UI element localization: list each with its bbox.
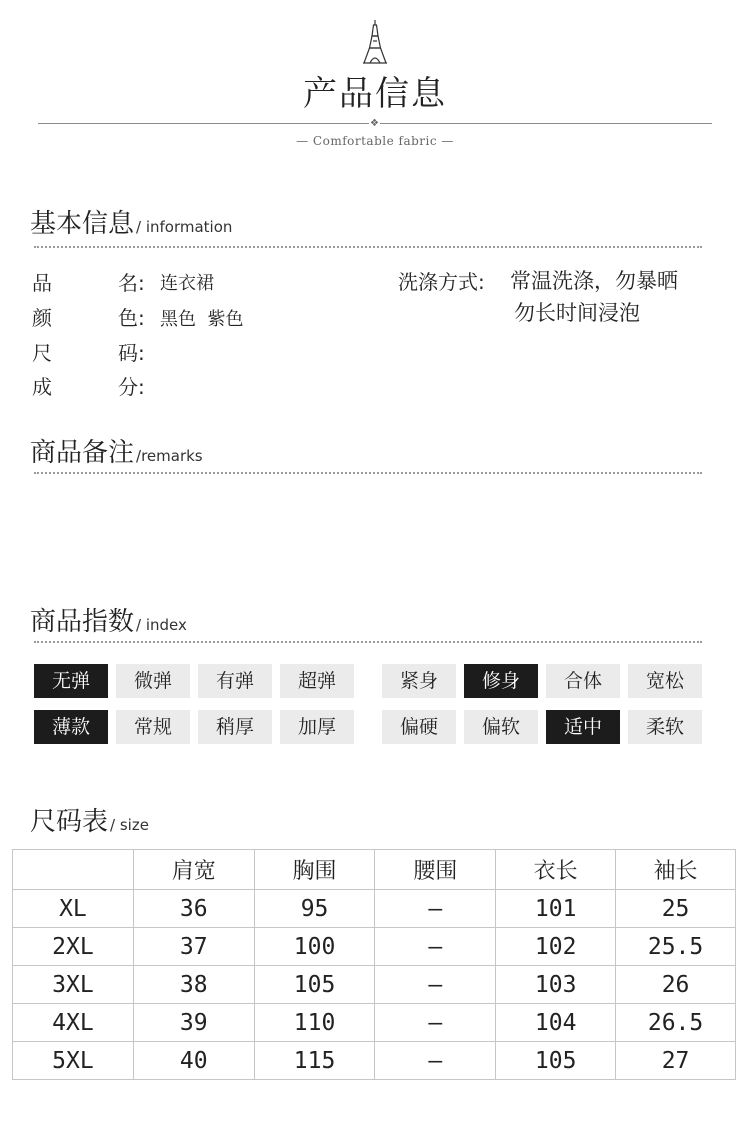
table-cell: 104 [496,1004,616,1042]
label-material-b: 分: [118,375,145,399]
value-color: 黑色 紫色 [160,309,244,330]
size-label-cell: 5XL [13,1042,134,1080]
dash-right: — [437,134,454,148]
table-cell: 40 [133,1042,254,1080]
value-name: 连衣裙 [160,273,214,294]
index-option: 偏软 [464,710,538,744]
dotted-divider [34,472,702,474]
section-subtitle: / information [136,218,233,236]
section-subtitle: / index [136,616,187,634]
index-option: 常规 [116,710,190,744]
table-cell: 26 [616,966,736,1004]
header-cell: 袖长 [616,850,736,890]
table-cell: – [375,1004,496,1042]
table-cell: 37 [133,928,254,966]
table-cell: 100 [254,928,375,966]
dash-left: — [296,134,313,148]
label-color-a: 颜 [32,306,52,330]
index-option: 宽松 [628,664,702,698]
table-row [13,966,736,1004]
table-cell: – [375,890,496,928]
eiffel-tower-icon [362,20,388,64]
section-title: 商品备注 [30,438,135,468]
section-index [30,601,187,638]
size-label-cell: 2XL [13,928,134,966]
index-option: 有弹 [198,664,272,698]
table-row [13,1042,736,1080]
index-option: 合体 [546,664,620,698]
table-cell: 26.5 [616,1004,736,1042]
index-option: 薄款 [34,710,108,744]
section-remarks [30,432,203,469]
subtitle-text: Comfortable fabric [312,134,438,148]
header-cell [13,850,134,890]
dotted-divider [34,246,702,248]
section-subtitle: /remarks [136,447,203,465]
table-cell: – [375,966,496,1004]
label-material-a: 成 [32,375,52,399]
size-label-cell: XL [13,890,134,928]
index-option: 微弹 [116,664,190,698]
label-name-a: 品 [32,271,52,295]
section-title: 商品指数 [30,607,135,637]
page-title: 产品信息 [303,74,447,114]
size-table [12,849,736,1080]
table-cell: 105 [254,966,375,1004]
table-cell: 102 [496,928,616,966]
label-size-a: 尺 [32,341,52,365]
index-option: 偏硬 [382,710,456,744]
index-option: 修身 [464,664,538,698]
label-name-b: 名: [118,271,145,295]
table-cell: 25 [616,890,736,928]
table-cell: 110 [254,1004,375,1042]
table-cell: 105 [496,1042,616,1080]
section-subtitle: / size [110,816,149,834]
table-cell: 38 [133,966,254,1004]
table-cell: – [375,928,496,966]
table-cell: 36 [133,890,254,928]
index-option: 紧身 [382,664,456,698]
table-cell: 27 [616,1042,736,1080]
size-label-cell: 3XL [13,966,134,1004]
table-cell: 115 [254,1042,375,1080]
subtitle [0,134,750,148]
index-option: 稍厚 [198,710,272,744]
section-title: 基本信息 [30,209,135,239]
table-cell: – [375,1042,496,1080]
table-header-row [13,850,736,890]
header-cell: 肩宽 [133,850,254,890]
diamond-ornament-icon: ❖ [370,118,379,129]
index-option: 柔软 [628,710,702,744]
index-option: 适中 [546,710,620,744]
table-cell: 39 [133,1004,254,1042]
header-cell: 腰围 [375,850,496,890]
section-size [30,801,149,838]
table-row [13,890,736,928]
index-option: 加厚 [280,710,354,744]
index-option: 超弹 [280,664,354,698]
table-cell: 103 [496,966,616,1004]
index-option: 无弹 [34,664,108,698]
header-cell: 胸围 [254,850,375,890]
label-size-b: 码: [118,341,145,365]
table-cell: 95 [254,890,375,928]
table-cell: 101 [496,890,616,928]
table-row [13,1004,736,1042]
size-label-cell: 4XL [13,1004,134,1042]
section-title: 尺码表 [30,807,109,837]
label-washing: 洗涤方式: [398,270,485,294]
section-basic-info [30,203,232,240]
dotted-divider [34,641,702,643]
washing-line-1: 常温洗涤，勿暴晒 [510,269,678,293]
label-color-b: 色: [118,306,145,330]
header-cell: 衣长 [496,850,616,890]
washing-line-2: 勿长时间浸泡 [514,301,640,325]
table-cell: 25.5 [616,928,736,966]
table-row [13,928,736,966]
